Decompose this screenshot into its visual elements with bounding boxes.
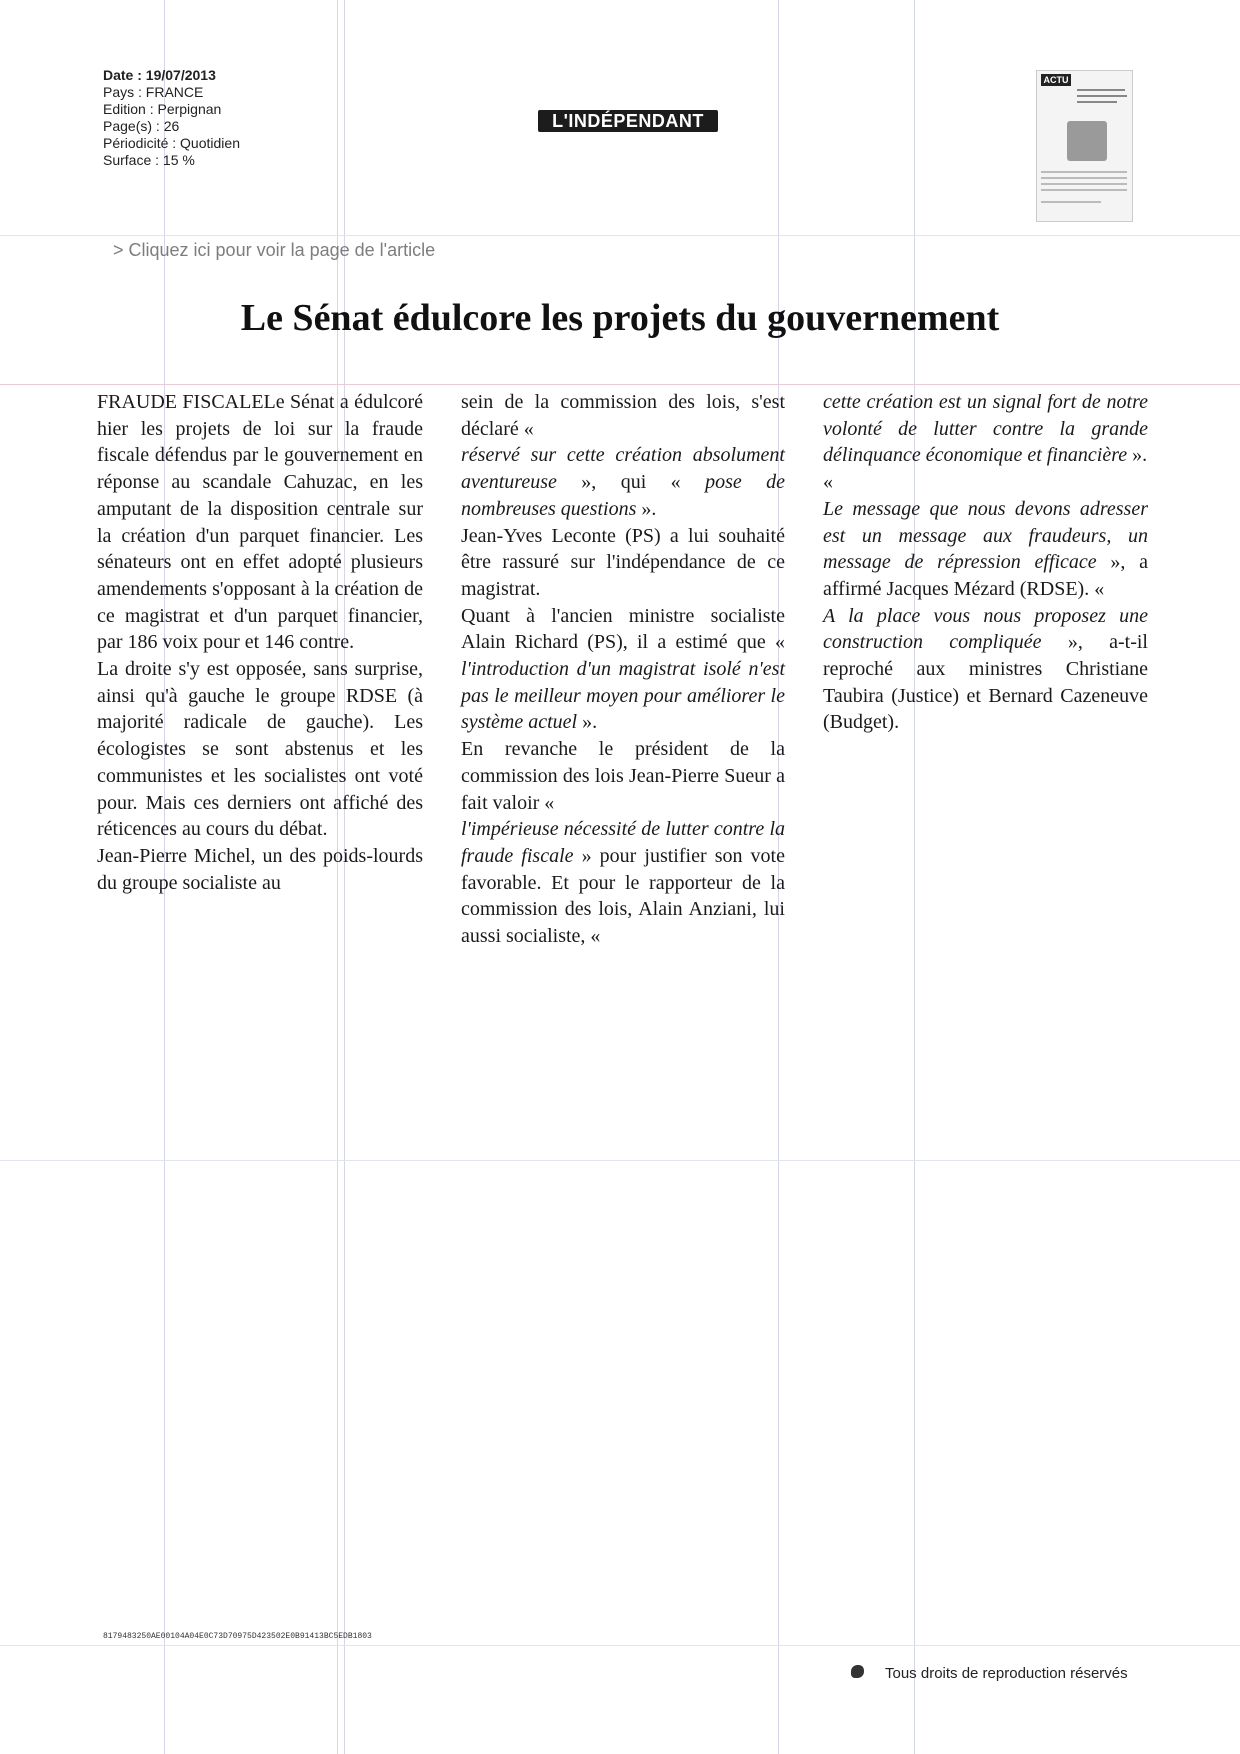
article-column-3 bbox=[823, 389, 1148, 736]
scan-line bbox=[0, 235, 1240, 236]
scan-line bbox=[0, 384, 1240, 385]
page-thumbnail[interactable] bbox=[1036, 70, 1133, 222]
newspaper-logo: L'INDÉPENDANT bbox=[538, 110, 718, 132]
thumbnail-line bbox=[1041, 201, 1101, 203]
scan-line bbox=[0, 1645, 1240, 1646]
scan-line bbox=[914, 0, 915, 1754]
meta-pages: Page(s) : 26 bbox=[103, 118, 180, 134]
paragraph: « bbox=[823, 471, 833, 494]
thumbnail-section-band: ACTU bbox=[1041, 74, 1071, 86]
thumbnail-line bbox=[1077, 89, 1125, 91]
thumbnail-line bbox=[1041, 177, 1127, 179]
thumbnail-photo bbox=[1067, 121, 1107, 161]
thumbnail-line bbox=[1077, 95, 1127, 97]
document-barcode: 8179483250AE00104A04E0C73D70975D423502E0B91413BC5EDB1803 bbox=[103, 1632, 372, 1641]
paragraph: FRAUDE FISCALELe Sénat a édulcoré hier les projets de loi sur la fraude fiscale défendus par le gouvernement en réponse au scandale Cahuzac, en les amputant de la disposition centrale sur la création d'un parquet financier. Les sénateurs ont en effet adopté plusieurs amendements s'opposant à la création de ce magistrat et d'un parquet financier, par 186 voix pour et 146 contre. bbox=[97, 391, 423, 654]
thumbnail-line bbox=[1041, 183, 1127, 185]
meta-surface: Surface : 15 % bbox=[103, 152, 195, 168]
paragraph: Le message que nous devons adresser est un message aux fraudeurs, un message de répression efficace », a affirmé Jacques Mézard (RDSE). « bbox=[823, 497, 1148, 600]
meta-date: Date : 19/07/2013 bbox=[103, 67, 216, 83]
thumbnail-line bbox=[1077, 101, 1117, 103]
scan-line bbox=[0, 1160, 1240, 1161]
copyright-icon bbox=[851, 1665, 864, 1678]
article-column-2 bbox=[461, 389, 785, 950]
meta-country: Pays : FRANCE bbox=[103, 84, 204, 100]
thumbnail-line bbox=[1041, 189, 1127, 191]
article-headline: Le Sénat édulcore les projets du gouvernement bbox=[240, 297, 1000, 339]
paragraph: Jean-Pierre Michel, un des poids-lourds du groupe socialiste au bbox=[97, 844, 423, 894]
article-column-1 bbox=[97, 389, 423, 896]
article-metadata bbox=[103, 67, 240, 169]
paragraph: A la place vous nous proposez une construction compliquée », a-t-il reproché aux ministres Christiane Taubira (Justice) et Bernard Cazeneuve (Budget). bbox=[823, 604, 1148, 734]
paragraph: La droite s'y est opposée, sans surprise, ainsi qu'à gauche le groupe RDSE (à majorité radicale de gauche). Les écologistes se sont abstenus et les communistes et les socialistes ont voté pour. Mais ces derniers ont affiché des réticences au cours du débat. bbox=[97, 658, 423, 841]
paragraph: En revanche le président de la commission des lois Jean-Pierre Sueur a fait valoir « l'impérieuse nécessité de lutter contre la fraude fiscale » pour justifier son vote favorable. Et pour le rapporteur de la commission des lois, Alain Anziani, lui aussi socialiste, « bbox=[461, 738, 785, 948]
paragraph: Jean-Yves Leconte (PS) a lui souhaité être rassuré sur l'indépendance de ce magistrat. bbox=[461, 524, 785, 600]
view-article-page-link[interactable]: > Cliquez ici pour voir la page de l'article bbox=[113, 240, 436, 260]
paragraph: sein de la commission des lois, s'est déclaré « réservé sur cette création absolument aventureuse », qui « pose de nombreuses questions ». bbox=[461, 391, 785, 520]
copyright-notice: Tous droits de reproduction réservés bbox=[885, 1665, 1128, 1682]
paragraph: cette création est un signal fort de notre volonté de lutter contre la grande délinquance économique et financière ». bbox=[823, 391, 1148, 467]
meta-edition: Edition : Perpignan bbox=[103, 101, 222, 117]
paragraph: Quant à l'ancien ministre socialiste Alain Richard (PS), il a estimé que « l'introduction d'un magistrat isolé n'est pas le meilleur moyen pour améliorer le système actuel ». bbox=[461, 604, 785, 734]
meta-periodicity: Périodicité : Quotidien bbox=[103, 135, 240, 151]
thumbnail-line bbox=[1041, 171, 1127, 173]
